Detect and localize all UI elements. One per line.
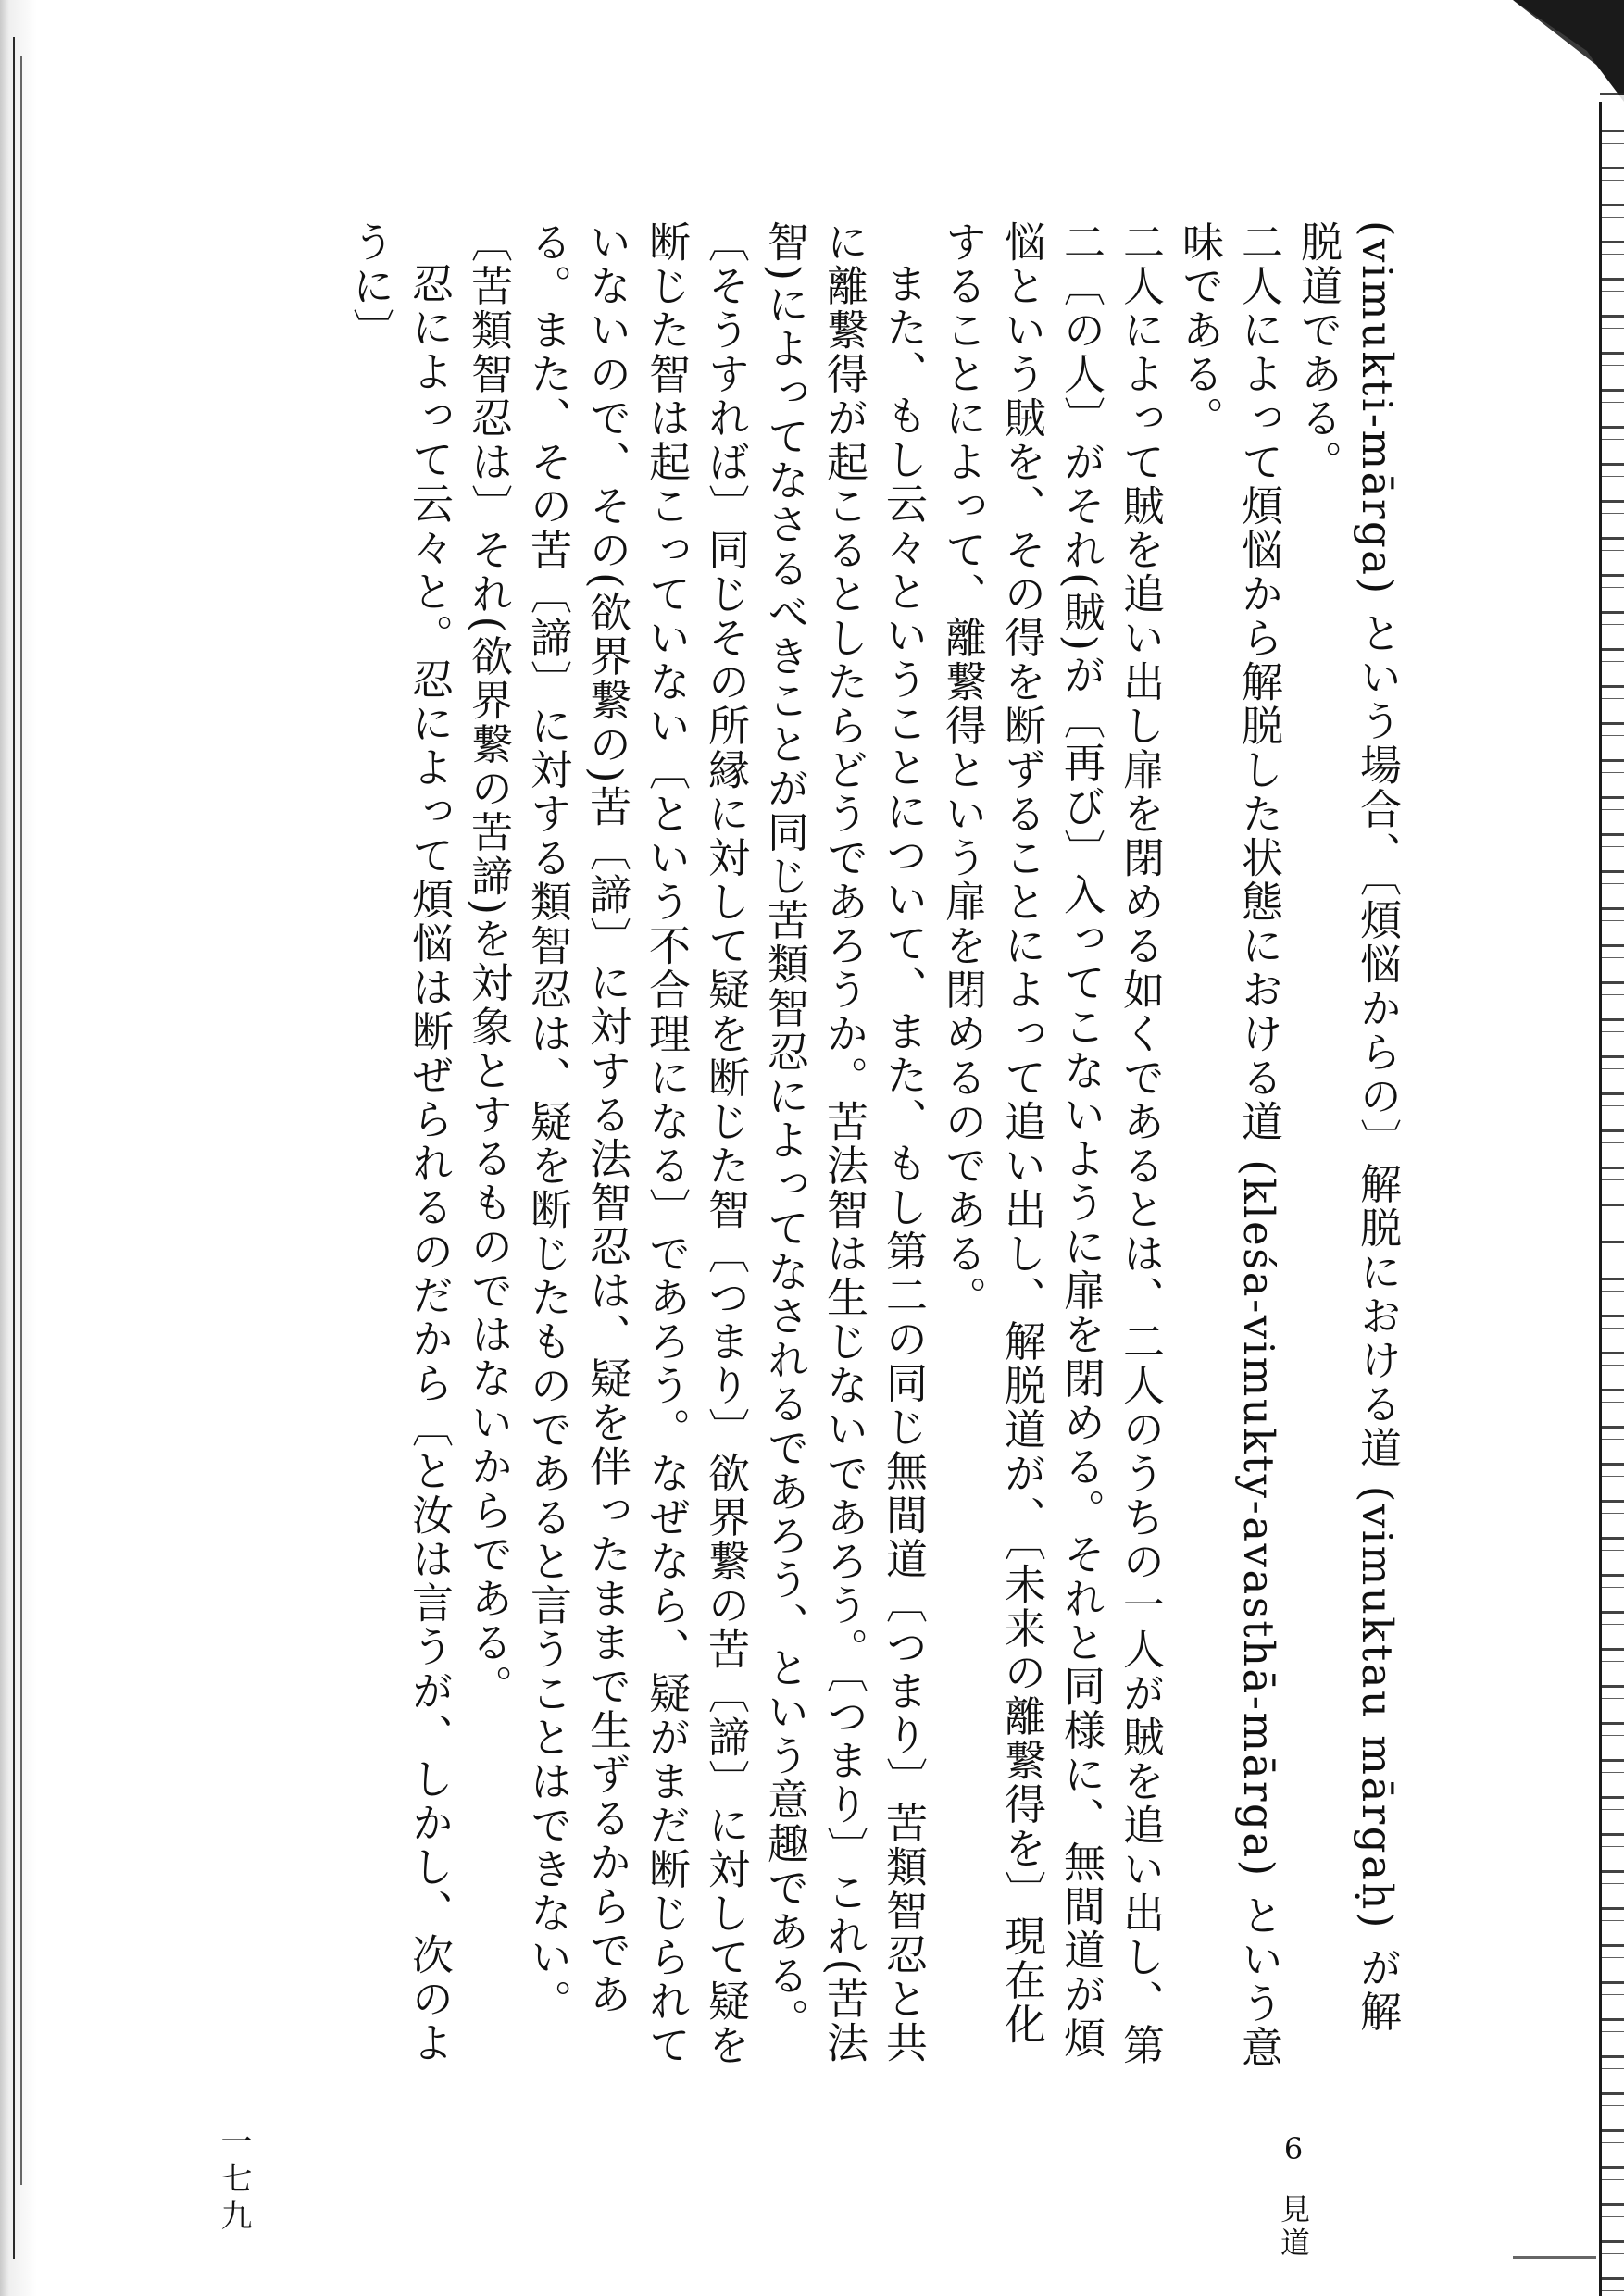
paragraph: 忍によって云々と。忍によって煩悩は断ぜられるのだから〔と汝は言うが、しかし、次のように〕 xyxy=(345,220,454,2065)
scan-right-edge-line xyxy=(1599,102,1602,2296)
running-header xyxy=(1272,2134,1315,2260)
page-corner-fold xyxy=(1485,0,1624,102)
chapter-title: 見道 xyxy=(1276,2193,1311,2261)
paragraph: 二人によって煩悩から解脱した状態における道 (kleśa-vimukty-avasthā-mārga) という意味である。 xyxy=(1175,220,1283,2070)
scan-artifact-line xyxy=(13,37,15,2259)
paragraph: (vimukti-mārga) という場合、〔煩悩からの〕解脱における道 (vimuktau mārgaḥ) が解脱道である。 xyxy=(1293,220,1402,2034)
chapter-number: 6 xyxy=(1283,2134,1304,2164)
scan-left-margin xyxy=(0,0,48,2296)
scan-artifact-line xyxy=(20,56,22,2185)
body-text xyxy=(340,220,1406,2072)
paragraph: また、もし云々ということについて、また、もし第二の同じ無間道〔つまり〕苦類智忍と共に離繋得が起こるとしたらどうであろうか。苦法智は生じないであろう。〔つまり〕これ(苦法智)によってなさるべきことが同じ苦類智忍によってなされるであろう、という意趣である。〔そうすれば〕同じその所縁に対して疑を断じた智〔つまり〕欲界繋の苦〔諦〕に対して疑を断じた智は起こっていない〔という不合理になる〕であろう。なぜなら、疑がまだ断じられていないので、その(欲界繋の)苦〔諦〕に対する法智忍は、疑を伴ったままで生ずるからである。また、その苦〔諦〕に対する類智忍は、疑を断じたものであると言うことはできない。〔苦類智忍は〕それ(欲界繋の苦諦)を対象とするものではないからである。 xyxy=(464,220,928,2067)
scan-right-edge xyxy=(1600,93,1624,2296)
scan-artifact-dash xyxy=(1513,2256,1596,2259)
paragraph: 二人によって賊を追い出し扉を閉める如くであるとは、二人のうちの一人が賊を追い出し、第二〔の人〕がそれ(賊)が〔再び〕入ってこないように扉を閉める。それと同様に、無間道が煩悩という賊を、その得を断ずることによって追い出し、解脱道が、〔未来の離繋得を〕現在化することによって、離繋得という扉を閉めるのである。 xyxy=(938,220,1165,2067)
page-number: 一七九 xyxy=(215,2125,252,2236)
